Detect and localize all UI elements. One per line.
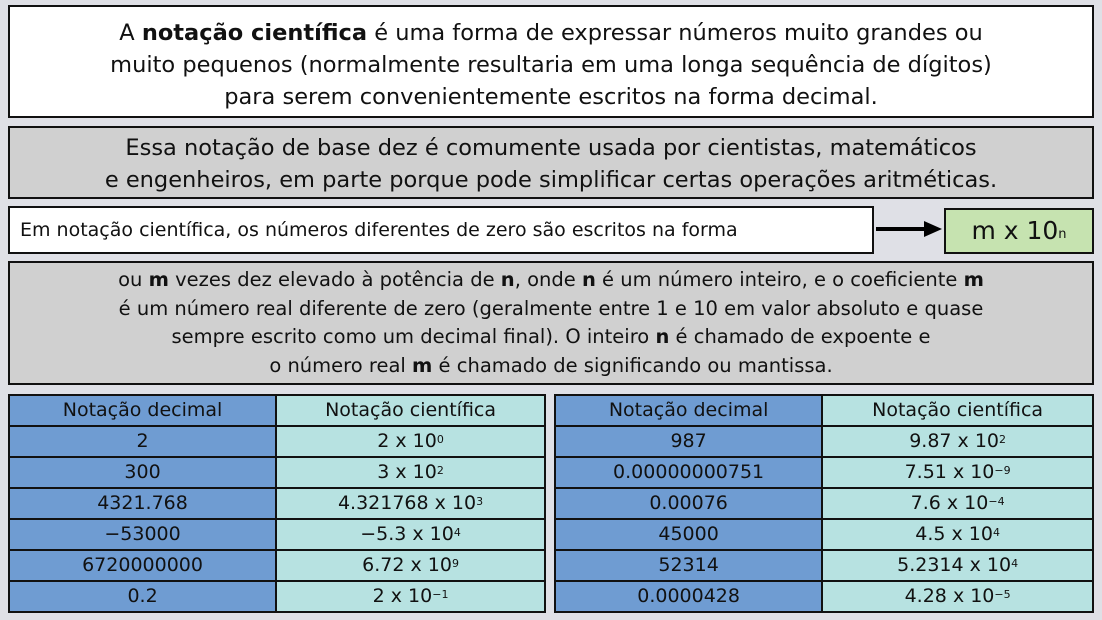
formula-box (944, 208, 1094, 254)
table-row (9, 550, 545, 581)
explanation-line-4 (10, 352, 1092, 381)
decimal-cell: −53000 (9, 519, 276, 550)
intro-line-1-rest: é uma forma de expressar números muito grandes ou (367, 20, 983, 46)
header-decimal: Notação decimal (9, 395, 276, 426)
var-m: m (963, 268, 984, 291)
header-decimal: Notação decimal (555, 395, 822, 426)
exponent: −4 (988, 495, 1005, 508)
table-row (9, 519, 545, 550)
var-m: m (412, 353, 433, 377)
base-ten-line-1: Essa notação de base dez é comumente usada por cientistas, matemáticos (125, 135, 977, 161)
formula-exponent: n (1058, 227, 1067, 242)
decimal-cell: 52314 (555, 550, 822, 581)
mantissa: 4.5 x 10 (915, 523, 993, 545)
scientific-cell (276, 426, 545, 457)
text-run: ou (118, 268, 149, 291)
exponent: 4 (1011, 557, 1019, 570)
explanation-line-1 (10, 266, 1092, 295)
exponent: −1 (432, 588, 449, 601)
decimal-cell: 0.0000428 (555, 581, 822, 612)
table-row (555, 581, 1093, 612)
explanation-line-2: é um número real diferente de zero (geralmente entre 1 e 10 em valor absoluto e quase (118, 296, 984, 320)
text-run: o número real (269, 353, 413, 377)
decimal-cell: 987 (555, 426, 822, 457)
scientific-cell (276, 519, 545, 550)
decimal-cell: 300 (9, 457, 276, 488)
intro-term: notação científica (141, 20, 368, 46)
var-n: n (500, 268, 515, 291)
table-row (9, 488, 545, 519)
intro-box (8, 5, 1094, 118)
intro-line-2: muito pequenos (normalmente resultaria em uma longa sequência de dígitos) (110, 52, 992, 78)
table-row (555, 426, 1093, 457)
mantissa: 5.2314 x 10 (897, 554, 1012, 576)
mantissa: 2 x 10 (372, 585, 433, 607)
table-row (555, 519, 1093, 550)
exponent: −5 (994, 588, 1011, 601)
text-run: , onde (514, 268, 582, 291)
intro-line-3: para serem convenientemente escritos na forma decimal. (224, 84, 878, 110)
exponent: 2 (436, 464, 444, 477)
exponent: 2 (999, 433, 1007, 446)
var-n: n (581, 268, 596, 291)
scientific-cell (276, 581, 545, 612)
text-run: é chamado de expoente e (669, 325, 931, 348)
exponent: 4 (992, 526, 1000, 539)
mantissa: 6.72 x 10 (362, 554, 452, 576)
exponent: 9 (451, 557, 459, 570)
intro-lead: A (119, 20, 142, 46)
var-m: m (148, 268, 169, 291)
base-ten-line-2: e engenheiros, em parte porque pode simplificar certas operações aritméticas. (104, 167, 998, 193)
examples-table-left (8, 394, 546, 613)
mantissa: 7.51 x 10 (904, 461, 995, 483)
scientific-cell (822, 488, 1093, 519)
form-statement: Em notação científica, os números diferentes de zero são escritos na forma (8, 206, 874, 254)
decimal-cell: 6720000000 (9, 550, 276, 581)
mantissa: 9.87 x 10 (909, 430, 1000, 452)
scientific-cell (822, 426, 1093, 457)
exponent: 4 (453, 526, 461, 539)
explanation-line-3 (10, 323, 1092, 352)
scientific-cell (276, 488, 545, 519)
decimal-cell: 0.00076 (555, 488, 822, 519)
table-row (9, 581, 545, 612)
mantissa: 4.321768 x 10 (337, 492, 477, 514)
text-run: vezes dez elevado à potência de (168, 268, 501, 291)
scientific-cell (822, 457, 1093, 488)
base-ten-box (8, 126, 1094, 199)
decimal-cell: 2 (9, 426, 276, 457)
mantissa: 7.6 x 10 (910, 492, 989, 514)
var-n: n (655, 325, 670, 348)
explanation-box (8, 261, 1094, 385)
table-header-row (555, 395, 1093, 426)
intro-line-1 (10, 17, 1092, 49)
table-row (555, 457, 1093, 488)
text-run: é chamado de significando ou mantissa. (432, 353, 833, 377)
decimal-cell: 0.00000000751 (555, 457, 822, 488)
text-run: é um número inteiro, e o coeficiente (595, 268, 964, 291)
scientific-cell (822, 550, 1093, 581)
exponent: 0 (436, 433, 444, 446)
exponent: 3 (476, 495, 484, 508)
header-scientific: Notação científica (276, 395, 545, 426)
examples-table-right (554, 394, 1094, 613)
text-run: sempre escrito como um decimal final). O inteiro (171, 325, 656, 348)
header-scientific: Notação científica (822, 395, 1093, 426)
formula-base: m x 10 (971, 216, 1059, 245)
table-row (9, 457, 545, 488)
table-row (555, 550, 1093, 581)
table-row (9, 426, 545, 457)
table-row (555, 488, 1093, 519)
decimal-cell: 0.2 (9, 581, 276, 612)
arrow-right-icon (876, 218, 944, 240)
exponent: −9 (994, 464, 1011, 477)
scientific-cell (276, 550, 545, 581)
decimal-cell: 45000 (555, 519, 822, 550)
decimal-cell: 4321.768 (9, 488, 276, 519)
scientific-cell (276, 457, 545, 488)
scientific-cell (822, 581, 1093, 612)
scientific-cell (822, 519, 1093, 550)
mantissa: 3 x 10 (377, 461, 437, 483)
mantissa: 2 x 10 (377, 430, 437, 452)
mantissa: −5.3 x 10 (360, 523, 454, 545)
mantissa: 4.28 x 10 (904, 585, 995, 607)
table-header-row (9, 395, 545, 426)
